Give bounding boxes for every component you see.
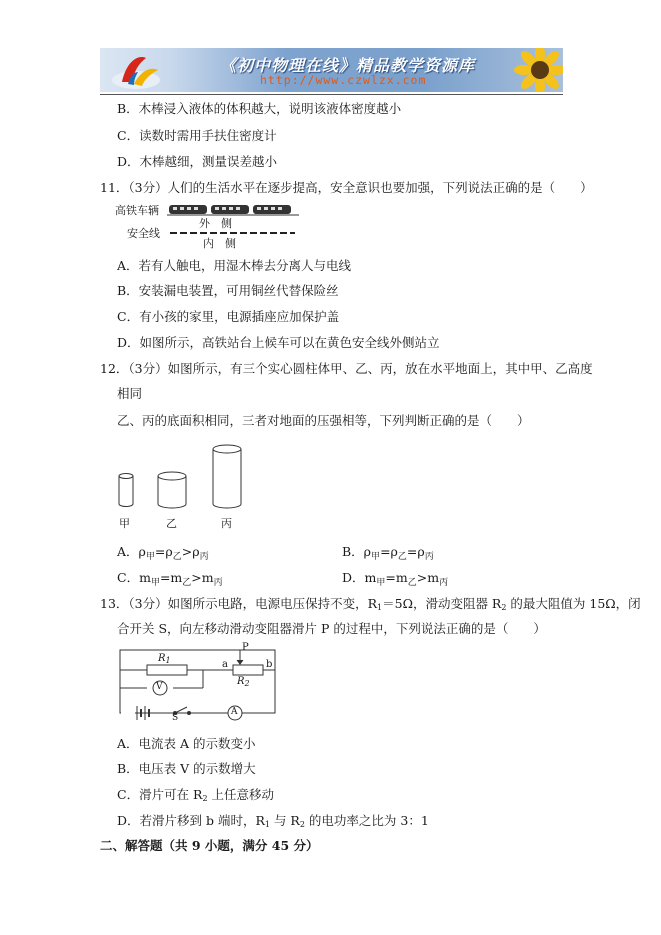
label-yi: 乙	[166, 517, 177, 530]
q13-circuit-figure	[115, 640, 280, 725]
r2-label: $R_2$	[237, 676, 250, 688]
terminal-b-label: b	[266, 659, 273, 670]
q12-cylinders-figure	[110, 440, 270, 515]
q13-option-a: A．电流表 A 的示数变小	[117, 736, 256, 751]
q12-option-c: C．$m_甲=m_乙>m_丙$	[117, 570, 223, 588]
cylinder-jia	[119, 474, 133, 507]
q12-option-b: B．$\rho_甲=\rho_乙=\rho_丙$	[342, 544, 434, 562]
logo-icon	[108, 50, 168, 92]
header-banner	[100, 48, 563, 92]
q12-stem-line2: 相同	[117, 386, 143, 401]
q11-option-d: D．如图所示，高铁站台上候车可以在黄色安全线外侧站立	[117, 335, 440, 350]
cylinder-bing	[213, 445, 241, 508]
q13-option-d: D．若滑片移到 b 端时，R1 与 R2 的电功率之比为 3：1	[117, 813, 429, 829]
q11-figure	[115, 198, 295, 250]
sunflower-icon	[500, 48, 563, 92]
cylinder-yi	[158, 472, 186, 508]
q11-option-b: B．安装漏电装置，可用铜丝代替保险丝	[117, 283, 339, 298]
q13-option-b: B．电压表 V 的示数增大	[117, 761, 256, 776]
r1-label: $R_1$	[158, 653, 171, 665]
outside-label: 外 侧	[199, 217, 232, 230]
terminal-a-label: a	[222, 659, 228, 670]
banner-title: 《初中物理在线》精品教学资源库	[220, 56, 476, 75]
safety-line-label: 安全线	[127, 227, 160, 240]
q13-stem-line1: 13．（3分）如图所示电路，电源电压保持不变，R1＝5Ω，滑动变阻器 R2 的最大阻值为 15Ω，闭	[100, 596, 641, 612]
q11-option-a: A．若有人触电，用湿木棒去分离人与电线	[117, 258, 352, 273]
q12-stem-line1: 12．（3分）如图所示，有三个实心圆柱体甲、乙、丙，放在水平地面上，其中甲、乙高度	[100, 361, 593, 376]
q12-stem-line3: 乙、丙的底面积相同，三者对地面的压强相等，下列判断正确的是（ ）	[117, 413, 530, 428]
q12-option-a: A．$\rho_甲=\rho_乙>\rho_丙$	[117, 544, 209, 562]
label-bing: 丙	[221, 517, 232, 530]
slider-p-label: P	[242, 642, 249, 653]
voltmeter-icon: V	[156, 682, 163, 692]
label-jia: 甲	[119, 517, 130, 530]
q11-option-c: C．有小孩的家里，电源插座应加保护盖	[117, 309, 340, 324]
q10-option-d: D．木棒越细，测量误差越小	[117, 154, 278, 169]
banner-url: http://www.czwlzx.com	[260, 73, 427, 87]
switch-s-label: S	[172, 713, 179, 723]
q10-option-b: B．木棒浸入液体的体积越大，说明该液体密度越小	[117, 101, 402, 116]
section-heading: 二、解答题（共 9 小题，满分 45 分）	[100, 838, 319, 853]
ammeter-icon: A	[231, 707, 238, 717]
q13-stem-line2: 合开关 S，向左移动滑动变阻器滑片 P 的过程中，下列说法正确的是（ ）	[117, 621, 546, 636]
inside-label: 内 侧	[203, 237, 236, 250]
q13-option-c: C．滑片可在 R2 上任意移动	[117, 787, 275, 803]
q12-option-d: D．$m_甲=m_乙>m_丙$	[342, 570, 449, 588]
train-label: 高铁车辆	[115, 204, 159, 217]
q11-stem: 11．（3分）人们的生活水平在逐步提高，安全意识也要加强，下列说法正确的是（ ）	[100, 180, 593, 195]
train-icon	[167, 202, 299, 216]
q10-option-c: C．读数时需用手扶住密度计	[117, 128, 277, 143]
header-rule	[100, 94, 563, 95]
